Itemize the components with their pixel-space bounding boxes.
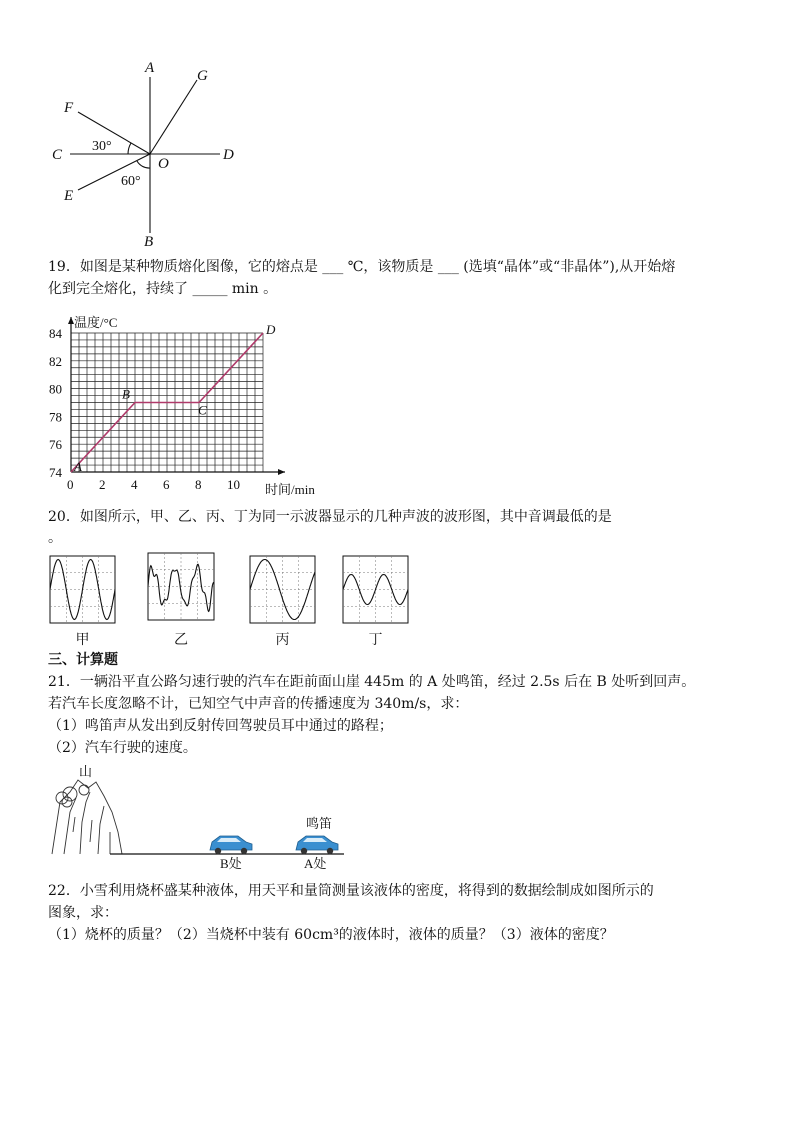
label-c: C bbox=[52, 147, 63, 163]
car-a-icon bbox=[296, 836, 338, 854]
label-f: F bbox=[64, 100, 74, 116]
point-label-b: B bbox=[122, 386, 130, 402]
q20-line1: 20．如图所示，甲、乙、丙、丁为同一示波器显示的几种声波的波形图，其中音调最低的是 bbox=[48, 509, 612, 525]
label-g: G bbox=[197, 68, 208, 84]
arc-30 bbox=[128, 143, 131, 154]
y-tick-label: 84 bbox=[49, 326, 62, 341]
y-tick-label: 82 bbox=[49, 353, 62, 369]
waveform-2 bbox=[148, 553, 214, 648]
point-label-a: A bbox=[74, 459, 82, 474]
section-title: 三、计算题 bbox=[48, 652, 118, 668]
y-tick-label: 80 bbox=[49, 381, 62, 397]
q22-line3: （1）烧杯的质量？（2）当烧杯中装有 60cm³的液体时，液体的质量？（3）液体的密度？ bbox=[48, 927, 614, 943]
q22-line2: 图象，求： bbox=[48, 905, 118, 921]
a-position-label: A处 bbox=[304, 856, 327, 871]
q21-line1: 21．一辆沿平直公路匀速行驶的汽车在距前面山崖 445m 的 A 处鸣笛，经过 2.5s 后在 B 处听到回声。 bbox=[48, 674, 696, 690]
q22-line1: 22．小雪利用烧杯盛某种液体，用天平和量筒测量该液体的密度，将得到的数据绘制成如图所示的 bbox=[48, 883, 654, 899]
mountain-label: 山 bbox=[79, 764, 93, 779]
x-tick-label: 10 bbox=[227, 477, 240, 492]
label-b: B bbox=[144, 234, 154, 250]
mountain-icon bbox=[52, 780, 122, 854]
point-label-c: C bbox=[198, 402, 207, 418]
x-tick-label: 4 bbox=[131, 477, 138, 492]
angle-figure bbox=[40, 55, 260, 255]
x-tick-label: 2 bbox=[99, 477, 106, 492]
angle-30-label: 30° bbox=[92, 139, 112, 154]
waveform-1 bbox=[50, 556, 115, 648]
waveform-label-1: 甲 bbox=[75, 633, 90, 648]
label-a: A bbox=[145, 60, 155, 76]
waveform-label-3: 丙 bbox=[275, 633, 290, 648]
point-label-d: D bbox=[266, 322, 276, 337]
q21-sub1: （1）鸣笛声从发出到反射传回驾驶员耳中通过的路程； bbox=[48, 718, 393, 734]
label-e: E bbox=[64, 188, 74, 204]
y-tick-label: 76 bbox=[49, 437, 62, 453]
horn-label: 鸣笛 bbox=[306, 816, 333, 831]
b-position-label: B处 bbox=[220, 856, 242, 871]
label-o: O bbox=[158, 156, 169, 172]
q21-sub2: （2）汽车行驶的速度。 bbox=[48, 740, 197, 756]
x-axis-label: 时间/min bbox=[265, 482, 315, 497]
waveforms-figure bbox=[40, 552, 430, 648]
waveform-4 bbox=[343, 556, 408, 648]
q20-line2: 。 bbox=[48, 530, 62, 546]
q19-line1: 19．如图是某种物质熔化图像，它的熔点是 ___ ℃，该物质是 ___ (选填“晶体”或“非晶体”),从开始熔 bbox=[48, 259, 676, 275]
x-tick-label: 6 bbox=[163, 477, 170, 492]
y-axis-label: 温度/°C bbox=[74, 315, 118, 330]
x-tick-label: 8 bbox=[195, 477, 202, 492]
x-tick-label: 0 bbox=[67, 477, 74, 492]
arc-60 bbox=[137, 161, 150, 168]
q19-line2: 化到完全熔化，持续了 _____ min 。 bbox=[48, 281, 278, 297]
echo-figure bbox=[40, 762, 360, 874]
waveform-3 bbox=[250, 556, 315, 648]
car-b-icon bbox=[210, 836, 252, 854]
y-tick-label: 78 bbox=[49, 409, 62, 425]
waveform-label-2: 乙 bbox=[174, 633, 188, 648]
melting-chart bbox=[30, 305, 330, 500]
x-axis-arrow bbox=[278, 469, 285, 475]
q21-line2: 若汽车长度忽略不计，已知空气中声音的传播速度为 340m/s，求： bbox=[48, 696, 469, 712]
ray-of bbox=[78, 112, 150, 154]
label-d: D bbox=[223, 147, 234, 163]
waveform-label-4: 丁 bbox=[368, 633, 383, 648]
angle-60-label: 60° bbox=[121, 174, 141, 189]
ray-og bbox=[150, 80, 197, 154]
y-tick-label: 74 bbox=[49, 465, 62, 480]
